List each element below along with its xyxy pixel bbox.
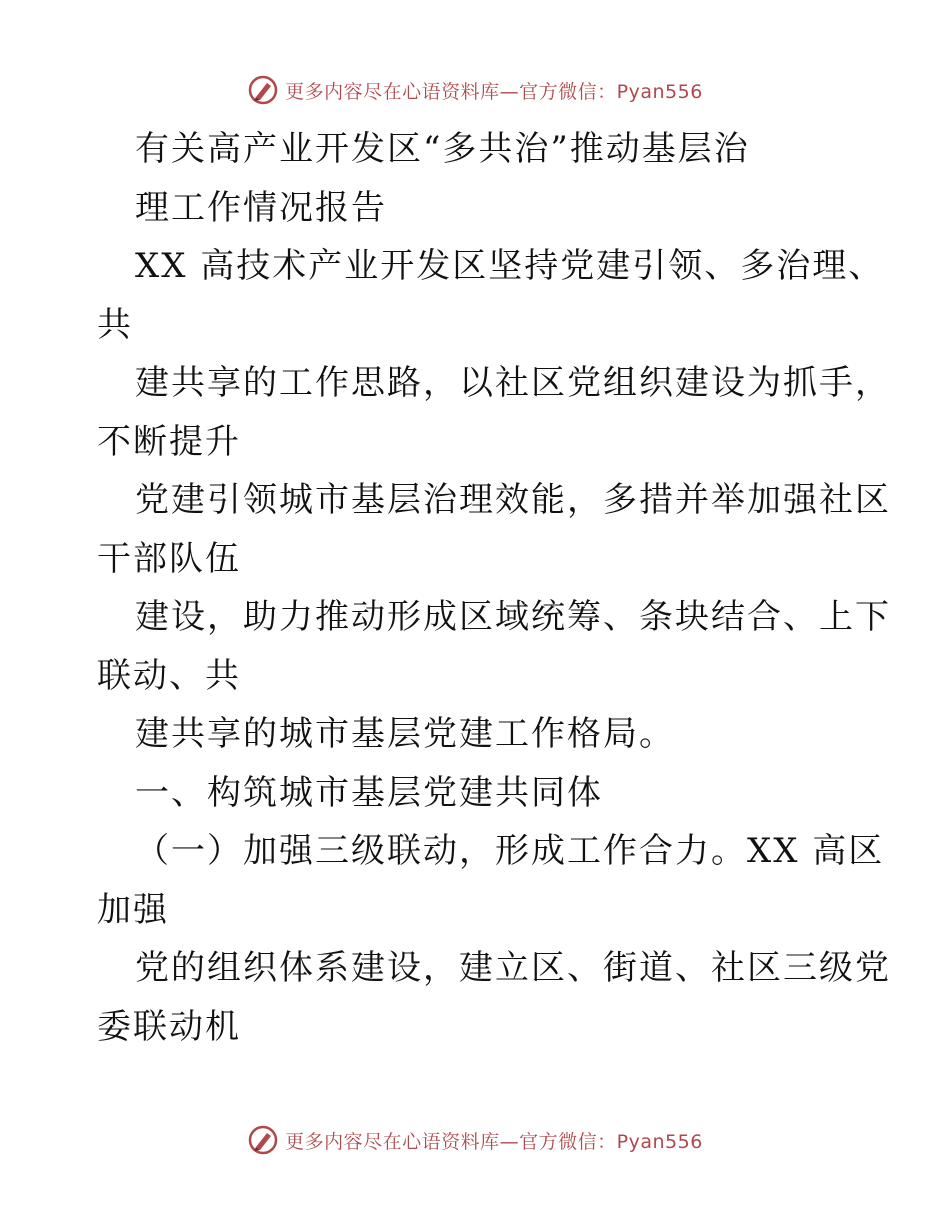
pen-logo-icon — [247, 1124, 279, 1156]
text-line: （一）加强三级联动，形成工作合力。XX 高区 — [135, 831, 885, 871]
pen-logo-icon — [247, 74, 279, 106]
text-line: 党的组织体系建设，建立区、街道、社区三级党 — [135, 948, 891, 988]
watermark-text: 更多内容尽在心语资料库—官方微信：Pyan556 — [285, 80, 703, 103]
text-line: 建共享的工作思路，以社区党组织建设为抓手， — [135, 363, 891, 403]
text-line: 共 — [97, 304, 133, 345]
watermark-header — [0, 70, 950, 110]
text-line: 理工作情况报告 — [135, 187, 387, 228]
text-line: XX 高技术产业开发区坚持党建引领、多治理、 — [135, 246, 885, 286]
text-line: 联动、共 — [97, 655, 241, 696]
text-line: 干部队伍 — [97, 538, 241, 579]
text-line: 建设，助力推动形成区域统筹、条块结合、上下 — [135, 597, 891, 637]
text-line: 委联动机 — [97, 1006, 241, 1047]
text-line: 党建引领城市基层治理效能，多措并举加强社区 — [135, 480, 891, 520]
text-line: 不断提升 — [97, 421, 241, 462]
watermark-footer — [0, 1120, 950, 1160]
document-body — [97, 120, 891, 1056]
watermark-text: 更多内容尽在心语资料库—官方微信：Pyan556 — [285, 1130, 703, 1153]
text-line: 加强 — [97, 889, 169, 930]
text-line: 建共享的城市基层党建工作格局。 — [135, 714, 675, 754]
text-line: 一、构筑城市基层党建共同体 — [135, 772, 603, 813]
text-line: 有关高产业开发区“多共治”推动基层治 — [135, 129, 750, 169]
